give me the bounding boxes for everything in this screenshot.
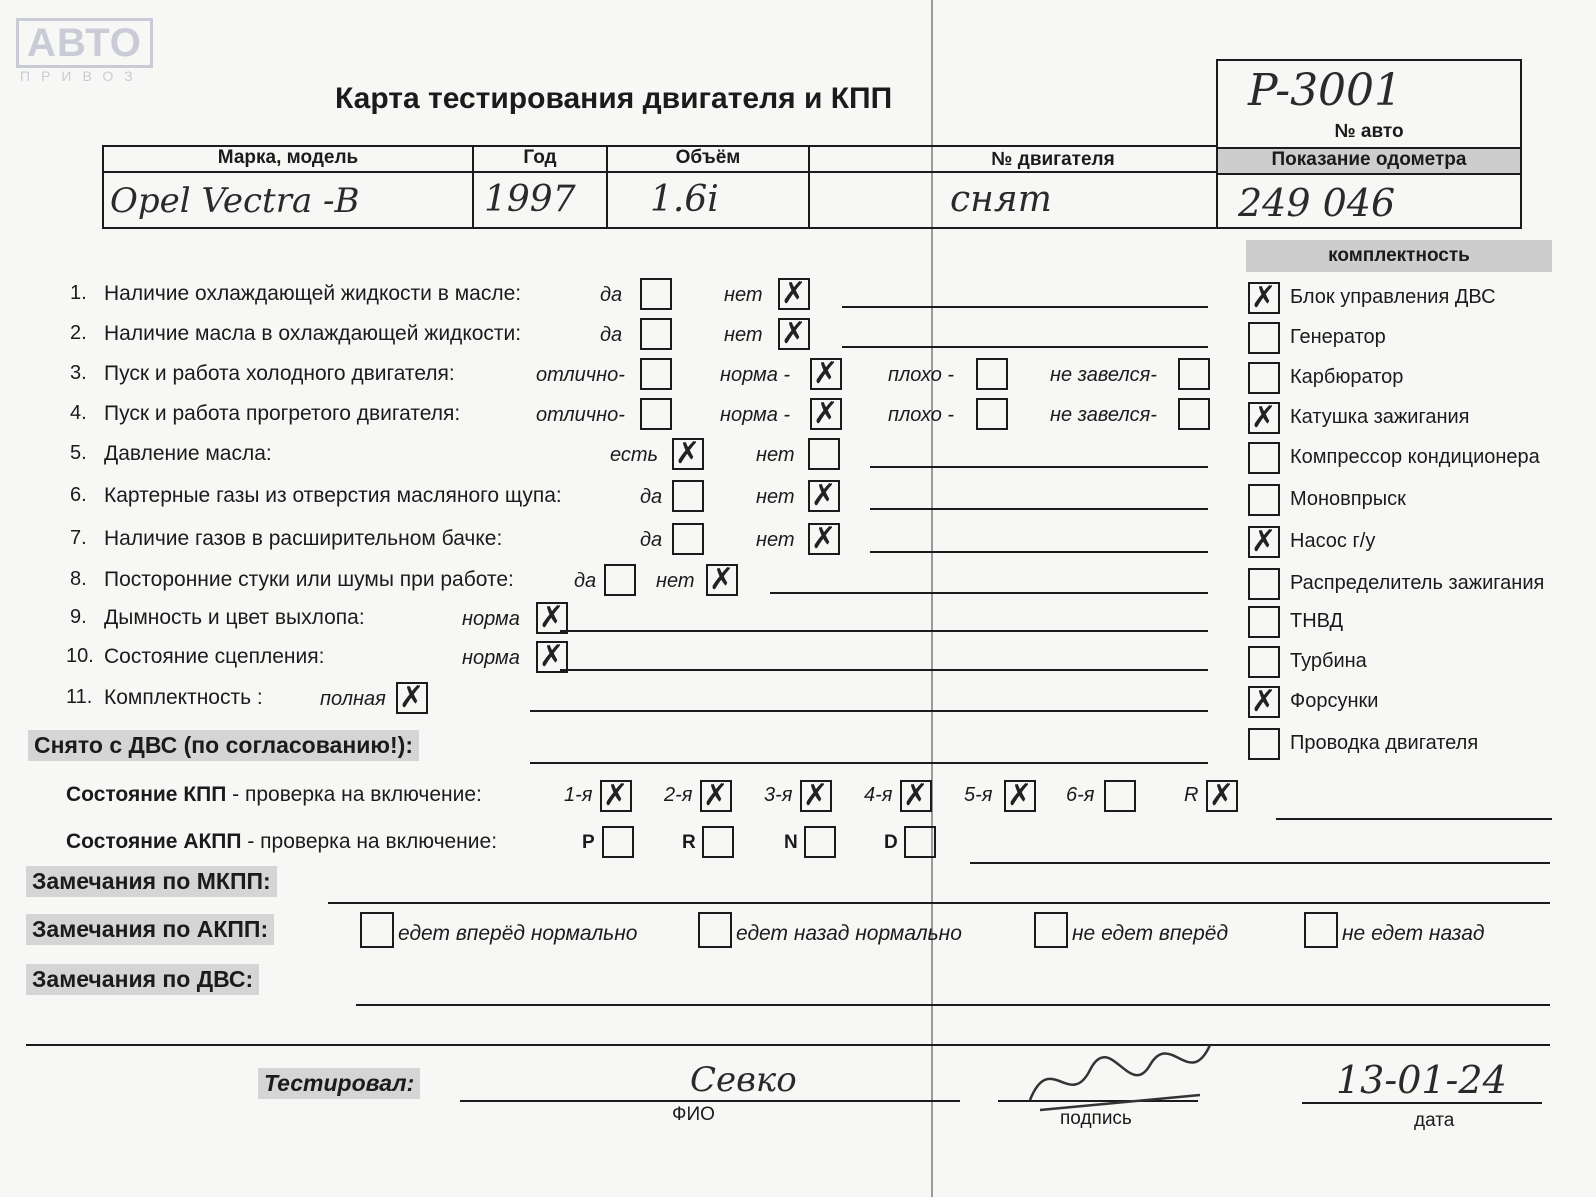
kit-item-label: Проводка двигателя xyxy=(1290,732,1479,754)
option-checkbox[interactable] xyxy=(640,278,672,310)
kit-checkbox[interactable] xyxy=(1248,484,1280,516)
option-checkbox[interactable] xyxy=(808,480,840,512)
cell-volume xyxy=(606,145,810,229)
akpp-remark-checkbox[interactable] xyxy=(360,912,394,948)
kpp-gear-label: 2-я xyxy=(664,784,693,806)
kit-checkbox[interactable] xyxy=(1248,686,1280,718)
cell-year xyxy=(472,145,608,229)
akpp-label-rest: - проверка на включение: xyxy=(241,830,498,853)
question-number: 8. xyxy=(70,568,87,590)
option-checkbox[interactable] xyxy=(672,480,704,512)
option-checkbox[interactable] xyxy=(808,523,840,555)
option-label: нет xyxy=(756,529,795,551)
option-label: да xyxy=(600,284,623,306)
question-text: Посторонние стуки или шумы при работе: xyxy=(104,568,514,591)
akpp-gear-checkbox[interactable] xyxy=(702,826,734,858)
answer-line xyxy=(530,710,1208,712)
date-value: 13-01-24 xyxy=(1336,1058,1507,1102)
kit-item-label: Насос г/у xyxy=(1290,530,1376,552)
question-text: Картерные газы из отверстия масляного щупа: xyxy=(104,484,562,507)
kit-item-label: Моновпрыск xyxy=(1290,488,1406,510)
removed-label: Снято с ДВС (по согласованию!): xyxy=(28,730,419,761)
cell-engine-no xyxy=(808,145,1218,229)
akpp-remark-label: не едет назад xyxy=(1342,922,1485,945)
tested-label: Тестировал: xyxy=(258,1068,420,1099)
akpp-gear-label: D xyxy=(884,832,898,853)
kpp-gear-label: R xyxy=(1184,784,1199,806)
kit-item-label: Компрессор кондиционера xyxy=(1290,446,1540,468)
option-label: норма xyxy=(462,647,520,669)
kit-checkbox[interactable] xyxy=(1248,728,1280,760)
answer-line xyxy=(870,466,1208,468)
kit-item-label: Катушка зажигания xyxy=(1290,406,1470,428)
option-label: норма - xyxy=(720,364,791,386)
option-checkbox[interactable] xyxy=(1178,398,1210,430)
akpp-remark-checkbox[interactable] xyxy=(698,912,732,948)
date-line xyxy=(1302,1102,1542,1104)
option-label: да xyxy=(640,486,663,508)
kpp-gear-checkbox[interactable] xyxy=(600,780,632,812)
answer-line xyxy=(870,508,1208,510)
remarks-dvs: Замечания по ДВС: xyxy=(26,964,259,995)
akpp-remark-label: едет вперёд нормально xyxy=(398,922,638,945)
akpp-remark-label: едет назад нормально xyxy=(736,922,962,945)
answer-line xyxy=(842,306,1208,308)
question-text: Давление масла: xyxy=(104,442,272,465)
question-text: Состояние сцепления: xyxy=(104,645,325,668)
option-checkbox[interactable] xyxy=(778,278,810,310)
option-checkbox[interactable] xyxy=(1178,358,1210,390)
kit-header xyxy=(1246,240,1552,272)
akpp-label-bold: Состояние АКПП xyxy=(66,830,242,853)
question-number: 1. xyxy=(70,282,87,304)
question-text: Наличие охлаждающей жидкости в масле: xyxy=(104,282,522,305)
option-checkbox[interactable] xyxy=(706,564,738,596)
remarks-mkpp-line xyxy=(328,902,1550,904)
option-label: полная xyxy=(320,688,386,710)
question-number: 6. xyxy=(70,484,87,506)
option-label: нет xyxy=(656,570,695,592)
question-number: 11. xyxy=(66,686,93,708)
kpp-gear-checkbox[interactable] xyxy=(700,780,732,812)
remarks-mkpp: Замечания по МКПП: xyxy=(26,866,277,897)
fio-line xyxy=(460,1100,960,1102)
kpp-gear-checkbox[interactable] xyxy=(900,780,932,812)
question-text: Наличие газов в расширительном бачке: xyxy=(104,527,503,550)
kit-item-label: ТНВД xyxy=(1290,610,1344,632)
kit-checkbox[interactable] xyxy=(1248,568,1280,600)
kpp-gear-label: 3-я xyxy=(764,784,793,806)
akpp-remark-label: не едет вперёд xyxy=(1072,922,1229,945)
question-number: 5. xyxy=(70,442,87,464)
akpp-remark-checkbox[interactable] xyxy=(1034,912,1068,948)
question-number: 3. xyxy=(70,362,87,384)
removed-line xyxy=(530,762,1208,764)
option-label: нет xyxy=(724,284,763,306)
question-number: 10. xyxy=(66,645,94,667)
option-label: плохо - xyxy=(888,364,955,386)
option-label: да xyxy=(600,324,623,346)
option-checkbox[interactable] xyxy=(396,682,428,714)
logo-sub: ПРИВОЗ xyxy=(20,68,144,84)
kit-item-label: Генератор xyxy=(1290,326,1386,348)
akpp-gear-label: N xyxy=(784,832,798,853)
value-odometer: 249 046 xyxy=(1238,181,1396,225)
kit-item-label: Турбина xyxy=(1290,650,1367,672)
kit-checkbox[interactable] xyxy=(1248,362,1280,394)
question-number: 2. xyxy=(70,322,87,344)
remarks-extra-line xyxy=(26,1044,1550,1046)
option-label: да xyxy=(640,529,663,551)
kit-item-label: Распределитель зажигания xyxy=(1290,572,1545,594)
label-engine-no: № двигателя xyxy=(991,149,1115,170)
kpp-line xyxy=(1276,818,1552,820)
option-checkbox[interactable] xyxy=(810,358,842,390)
option-label: не завелся- xyxy=(1050,404,1157,426)
date-label: дата xyxy=(1414,1110,1455,1131)
value-engine-no: снят xyxy=(950,179,1052,220)
car-number-value: P-3001 xyxy=(1248,65,1403,116)
kpp-gear-checkbox[interactable] xyxy=(1104,780,1136,812)
kit-item-label: Карбюратор xyxy=(1290,366,1404,388)
fio-label: ФИО xyxy=(672,1104,715,1125)
kit-item-label: Форсунки xyxy=(1290,690,1379,712)
logo xyxy=(16,18,146,84)
option-checkbox[interactable] xyxy=(640,318,672,350)
kpp-label-rest: - проверка на включение: xyxy=(226,783,482,806)
cell-model xyxy=(102,145,474,229)
label-odometer: Показание одометра xyxy=(1271,149,1467,170)
answer-line xyxy=(560,630,1208,632)
option-checkbox[interactable] xyxy=(640,398,672,430)
option-label: не завелся- xyxy=(1050,364,1157,386)
kit-checkbox[interactable] xyxy=(1248,322,1280,354)
akpp-gear-checkbox[interactable] xyxy=(904,826,936,858)
logo-brand: АВТО xyxy=(16,18,153,68)
remarks-akpp: Замечания по АКПП: xyxy=(26,914,274,945)
option-label: нет xyxy=(724,324,763,346)
kpp-label-bold: Состояние КПП xyxy=(66,783,227,806)
kit-checkbox[interactable] xyxy=(1248,442,1280,474)
option-checkbox[interactable] xyxy=(808,438,840,470)
option-checkbox[interactable] xyxy=(810,398,842,430)
answer-line xyxy=(870,551,1208,553)
akpp-label xyxy=(66,830,497,854)
akpp-line xyxy=(970,862,1550,864)
option-label: нет xyxy=(756,486,795,508)
option-label: плохо - xyxy=(888,404,955,426)
kit-checkbox[interactable] xyxy=(1248,402,1280,434)
option-label: нет xyxy=(756,444,795,466)
question-number: 7. xyxy=(70,527,87,549)
akpp-gear-checkbox[interactable] xyxy=(804,826,836,858)
option-label: норма xyxy=(462,608,520,630)
option-checkbox[interactable] xyxy=(976,358,1008,390)
kit-title: комплектность xyxy=(1328,245,1470,266)
page-title: Карта тестирования двигателя и КПП xyxy=(335,82,893,115)
label-model: Марка, модель xyxy=(217,147,359,168)
value-model: Opel Vectra -B xyxy=(110,181,360,221)
option-label: отлично- xyxy=(536,404,625,426)
kpp-gear-label: 4-я xyxy=(864,784,893,806)
remarks-dvs-line xyxy=(356,1004,1550,1006)
option-checkbox[interactable] xyxy=(976,398,1008,430)
value-volume: 1.6i xyxy=(650,179,719,220)
question-number: 4. xyxy=(70,402,87,424)
car-number-label: № авто xyxy=(1334,121,1404,142)
option-checkbox[interactable] xyxy=(604,564,636,596)
akpp-gear-label: P xyxy=(582,832,595,853)
answer-line xyxy=(842,346,1208,348)
cell-odometer xyxy=(1216,147,1522,229)
option-label: отлично- xyxy=(536,364,625,386)
label-volume: Объём xyxy=(675,147,741,168)
question-text: Наличие масла в охлаждающей жидкости: xyxy=(104,322,522,345)
kpp-label xyxy=(66,783,482,807)
akpp-remark-checkbox[interactable] xyxy=(1304,912,1338,948)
fio-value: Севко xyxy=(690,1060,797,1100)
option-label: да xyxy=(574,570,597,592)
answer-line xyxy=(560,669,1208,671)
option-checkbox[interactable] xyxy=(778,318,810,350)
kit-checkbox[interactable] xyxy=(1248,526,1280,558)
option-checkbox[interactable] xyxy=(640,358,672,390)
kpp-gear-checkbox[interactable] xyxy=(1004,780,1036,812)
question-text: Пуск и работа прогретого двигателя: xyxy=(104,402,461,425)
question-text: Дымность и цвет выхлопа: xyxy=(104,606,365,629)
akpp-gear-checkbox[interactable] xyxy=(602,826,634,858)
question-number: 9. xyxy=(70,606,87,628)
kpp-gear-label: 6-я xyxy=(1066,784,1095,806)
option-label: норма - xyxy=(720,404,791,426)
sign-label: подпись xyxy=(1060,1108,1132,1129)
question-text: Пуск и работа холодного двигателя: xyxy=(104,362,455,385)
answer-line xyxy=(770,592,1208,594)
akpp-gear-label: R xyxy=(682,832,696,853)
option-label: есть xyxy=(610,444,659,466)
car-number-box xyxy=(1216,59,1522,149)
kit-checkbox[interactable] xyxy=(1248,606,1280,638)
question-text: Комплектность : xyxy=(104,686,263,709)
kpp-gear-label: 5-я xyxy=(964,784,993,806)
kpp-gear-label: 1-я xyxy=(564,784,593,806)
kit-checkbox[interactable] xyxy=(1248,646,1280,678)
option-checkbox[interactable] xyxy=(672,523,704,555)
label-year: Год xyxy=(523,147,557,168)
value-year: 1997 xyxy=(484,179,576,220)
kit-item-label: Блок управления ДВС xyxy=(1290,286,1496,308)
kpp-gear-checkbox[interactable] xyxy=(800,780,832,812)
kpp-gear-checkbox[interactable] xyxy=(1206,780,1238,812)
option-checkbox[interactable] xyxy=(672,438,704,470)
kit-checkbox[interactable] xyxy=(1248,282,1280,314)
